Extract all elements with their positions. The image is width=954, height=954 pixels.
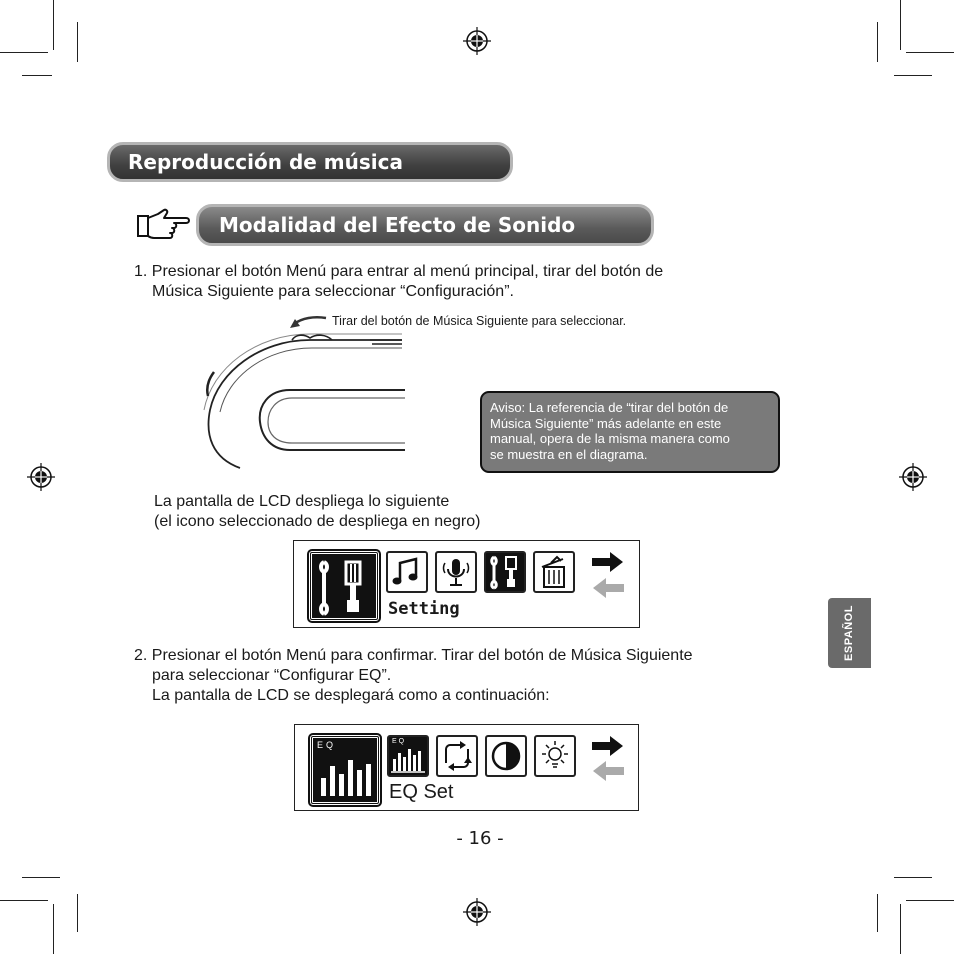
notice-line: Aviso: La referencia de “tirar del botón de — [490, 400, 729, 415]
setting-icon — [309, 551, 379, 621]
tools-icon — [484, 551, 526, 593]
pull-arrow-icon — [288, 312, 328, 330]
registration-mark-icon — [462, 897, 492, 927]
language-tab — [828, 598, 871, 668]
repeat-icon — [436, 735, 478, 777]
notice-box — [480, 391, 780, 473]
music-note-icon — [386, 551, 428, 593]
crop-mark — [53, 904, 54, 954]
step-1-text — [134, 262, 814, 302]
lcd-label: EQ Set — [389, 781, 454, 803]
subsection-title: Modalidad del Efecto de Sonido — [196, 204, 654, 246]
crop-mark — [22, 75, 52, 76]
recycle-bin-icon — [533, 551, 575, 593]
crop-mark — [22, 877, 60, 878]
device-caption: Tirar del botón de Música Siguiente para seleccionar. — [332, 314, 627, 328]
eq-icon-text: EQ — [392, 738, 407, 745]
arrow-right-icon — [592, 551, 624, 573]
backlight-icon — [534, 735, 576, 777]
step-1-line: Música Siguiente para seleccionar “Configuración”. — [152, 283, 514, 300]
crop-mark — [900, 904, 901, 954]
registration-mark-icon — [462, 26, 492, 56]
lcd-intro-line: (el icono seleccionado de despliega en negro) — [154, 513, 481, 530]
crop-mark — [77, 22, 78, 62]
arrow-left-icon — [592, 760, 624, 782]
eq-icon — [310, 735, 380, 805]
step-2-line: 2. Presionar el botón Menú para confirmar. Tirar del botón de Música Siguiente — [134, 647, 693, 664]
step-2-line: La pantalla de LCD se desplegará como a continuación: — [152, 687, 550, 704]
lcd-screen-eq — [294, 724, 639, 811]
notice-line: Música Siguiente” más adelante en este — [490, 415, 722, 431]
registration-mark-icon — [26, 462, 56, 492]
language-tab-label: ESPAÑOL — [843, 605, 855, 661]
lcd-label: Setting — [388, 599, 460, 619]
registration-mark-icon — [898, 462, 928, 492]
pointing-hand-icon — [134, 208, 192, 242]
eq-icon-text: EQ — [317, 740, 337, 750]
lcd-intro-line: La pantalla de LCD despliega lo siguiente — [154, 493, 450, 510]
crop-mark — [906, 900, 954, 901]
crop-mark — [77, 894, 78, 932]
crop-mark — [53, 0, 54, 50]
crop-mark — [900, 0, 901, 50]
contrast-icon — [485, 735, 527, 777]
step-1-line: 1. Presionar el botón Menú para entrar al menú principal, tirar del botón de — [134, 263, 664, 280]
device-illustration — [200, 310, 415, 475]
lcd-intro-text — [154, 492, 754, 532]
crop-mark — [877, 22, 878, 62]
crop-mark — [877, 894, 878, 932]
crop-mark — [0, 52, 48, 53]
section-title: Reproducción de música — [107, 142, 513, 182]
notice-line: manual, opera de la misma manera como — [490, 431, 730, 446]
lcd-screen-setting — [293, 540, 640, 628]
page-number: - 16 - — [456, 828, 504, 849]
crop-mark — [894, 75, 932, 76]
notice-line: se muestra en el diagrama. — [490, 446, 648, 462]
eq-icon — [387, 735, 429, 777]
crop-mark — [906, 52, 954, 53]
microphone-icon — [435, 551, 477, 593]
arrow-left-icon — [592, 577, 624, 599]
crop-mark — [894, 877, 932, 878]
crop-mark — [0, 900, 48, 901]
arrow-right-icon — [592, 735, 624, 757]
step-2-line: para seleccionar “Configurar EQ”. — [152, 667, 392, 684]
step-2-text — [134, 646, 814, 706]
